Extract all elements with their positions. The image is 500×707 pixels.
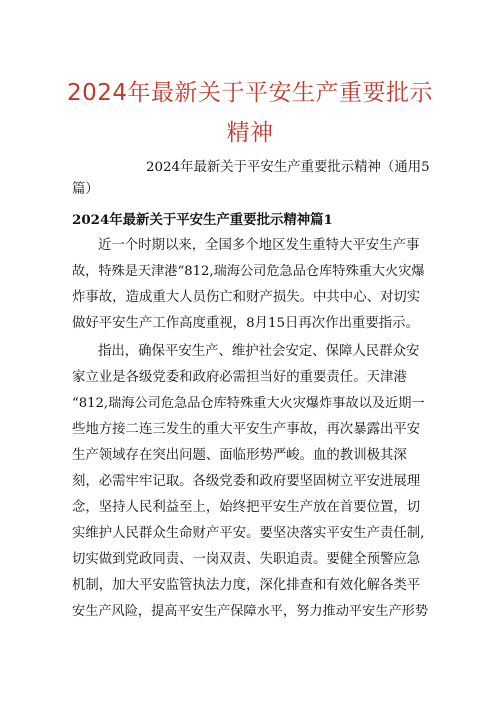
- paragraph-1-line: 故，特殊是天津港“812,瑞海公司危急品仓库特殊重大火灾爆: [72, 264, 425, 279]
- paragraph-2-line: 机制，加大平安监管执法力度，深化排查和有效化解各类平: [72, 578, 421, 593]
- document-title-line-2: 精神: [226, 120, 274, 146]
- paragraph-1-line: 做好平安生产工作高度重视，8月15日再次作出重要指示。: [72, 316, 419, 331]
- paragraph-2-line: 生产领域存在突出问题、面临形势严峻。血的教训极其深: [72, 448, 407, 463]
- document-title-line-1: 2024年最新关于平安生产重要批示: [66, 80, 434, 106]
- paragraph-2-line: 安生产风险，提高平安生产保障水平，努力推动平安生产形势: [72, 604, 429, 619]
- subtitle-line-1: 2024年最新关于平安生产重要批示精神（通用5: [146, 160, 430, 175]
- paragraph-2-line: 指出，确保平安生产、维护社会安定、保障人民群众安: [98, 344, 420, 359]
- paragraph-2-line: 刻，必需牢牢记取。各级党委和政府要坚固树立平安进展理: [72, 474, 421, 489]
- paragraph-2-line: 实维护人民群众生命财产平安。要坚决落实平安生产责任制,: [72, 526, 425, 541]
- subtitle-line-2: 篇）: [72, 182, 99, 197]
- paragraph-2-line: “812,瑞海公司危急品仓库特殊重大火灾爆炸事故以及近期一: [72, 396, 425, 411]
- paragraph-2-line: 些地方接二连三发生的重大平安生产事故，再次暴露出平安: [72, 422, 421, 437]
- paragraph-1-line: 近一个时期以来，全国多个地区发生重特大平安生产事: [98, 238, 420, 253]
- paragraph-2-line: 家立业是各级党委和政府必需担当好的重要责任。天津港: [72, 370, 407, 385]
- paragraph-2-line: 切实做到党政同责、一岗双责、失职追责。要健全预警应急: [72, 552, 421, 567]
- section-heading: 2024年最新关于平安生产重要批示精神篇1: [72, 212, 333, 228]
- paragraph-1-line: 炸事故，造成重大人员伤亡和财产损失。中共中心、对切实: [72, 290, 421, 305]
- paragraph-2-line: 念，坚持人民利益至上，始终把平安生产放在首要位置，切: [72, 500, 421, 515]
